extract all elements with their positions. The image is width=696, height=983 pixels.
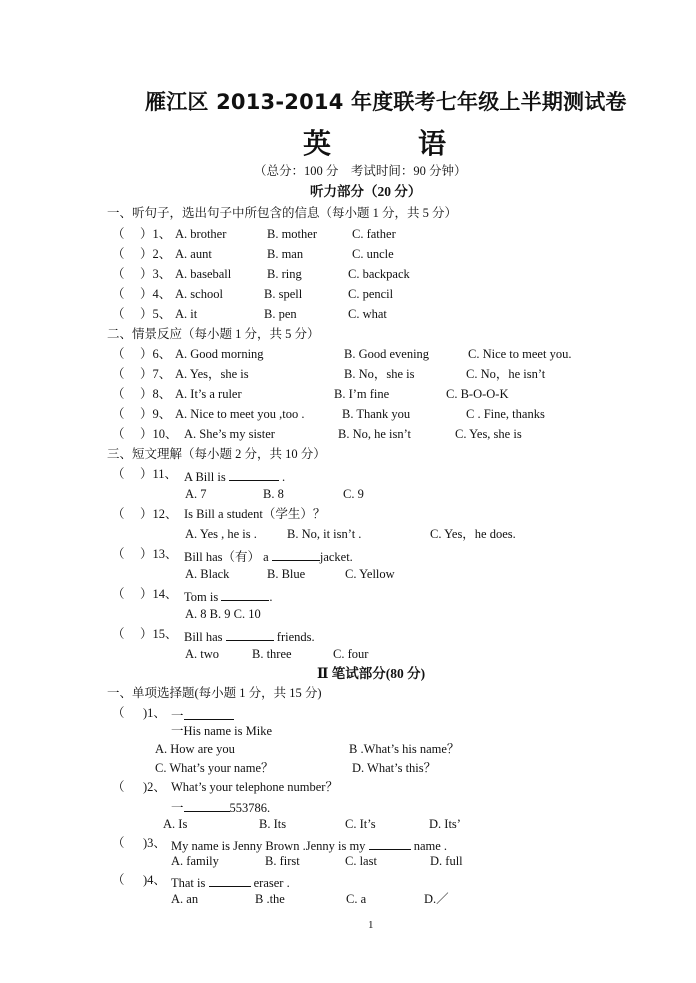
- option-c: C. four: [333, 647, 369, 661]
- writing-heading: Ⅱ 笔试部分(80 分): [317, 666, 426, 681]
- option-a: A. Good morning: [175, 347, 264, 361]
- option-a: A. Nice to meet you ,too .: [175, 407, 305, 421]
- section1-heading: 一、听句子，选出句子中所包含的信息（每小题 1 分，共 5 分）: [107, 206, 458, 220]
- exam-meta: （总分：100 分 考试时间：90 分钟）: [254, 164, 467, 178]
- option-c: C. last: [345, 854, 377, 868]
- answer-blank[interactable]: [272, 548, 320, 561]
- option-b: B. spell: [264, 287, 303, 301]
- answer-blank[interactable]: [221, 588, 269, 601]
- question-number: ）2、: [140, 247, 172, 261]
- option-b: B .the: [255, 892, 285, 906]
- section3-heading: 三、短文理解（每小题 2 分，共 10 分）: [107, 447, 326, 461]
- question-number: ）12、: [140, 507, 178, 521]
- answer-paren[interactable]: （: [112, 467, 125, 481]
- option-d: D. full: [430, 854, 463, 868]
- question-line2: 一 553786.: [171, 801, 271, 815]
- question-number: )4、: [143, 873, 166, 887]
- option-a: A. She’s my sister: [184, 427, 275, 441]
- option-b: B. Thank you: [342, 407, 411, 421]
- option-b: B. No, it isn’t .: [287, 527, 362, 541]
- answer-paren[interactable]: （: [112, 287, 125, 301]
- question-number: ）6、: [140, 347, 172, 361]
- option-a: A. Yes , he is .: [185, 527, 257, 541]
- question-number: ）14、: [140, 587, 178, 601]
- option-b: B .What’s his name？: [349, 742, 460, 756]
- option-b: B. mother: [267, 227, 317, 241]
- answer-paren[interactable]: （: [112, 507, 125, 521]
- answer-paren[interactable]: （: [112, 367, 125, 381]
- answer-paren[interactable]: （: [112, 627, 125, 641]
- question-stem: Bill has（有） a jacket.: [184, 550, 353, 564]
- option-a: A. aunt: [175, 247, 212, 261]
- answer-paren[interactable]: （: [112, 547, 125, 561]
- question-number: ）8、: [140, 387, 172, 401]
- answer-paren[interactable]: （: [112, 873, 125, 887]
- question-line2: 一His name is Mike: [171, 724, 273, 738]
- page-number: 1: [368, 919, 374, 931]
- question-number: ）13、: [140, 547, 178, 561]
- answer-paren[interactable]: （: [112, 427, 125, 441]
- answer-blank[interactable]: [226, 628, 274, 641]
- option-c: C. Yes，he does.: [430, 527, 516, 541]
- question-stem: 一: [171, 707, 234, 723]
- answer-paren[interactable]: （: [112, 267, 125, 281]
- option-a: A. It’s a ruler: [175, 387, 242, 401]
- option-b: B. Its: [259, 817, 287, 831]
- answer-blank[interactable]: [184, 707, 234, 720]
- answer-blank[interactable]: [369, 837, 411, 850]
- option-c: C . Fine, thanks: [466, 407, 545, 421]
- answer-paren[interactable]: （: [112, 247, 125, 261]
- option-a: A. baseball: [175, 267, 232, 281]
- option-a: A. an: [171, 892, 199, 906]
- question-number: )2、: [143, 780, 166, 794]
- option-b: B. Good evening: [344, 347, 430, 361]
- option-a: A. brother: [175, 227, 227, 241]
- option-c: C. It’s: [345, 817, 376, 831]
- question-stem: What’s your telephone number？: [171, 780, 338, 794]
- option-c: C. 9: [343, 487, 364, 501]
- option-a: A. Black: [185, 567, 230, 581]
- option-c: C. No，he isn’t: [466, 367, 546, 381]
- option-c: C. a: [346, 892, 367, 906]
- answer-paren[interactable]: （: [112, 227, 125, 241]
- option-a: A. it: [175, 307, 198, 321]
- option-b: B. first: [265, 854, 300, 868]
- option-b: B. No，she is: [344, 367, 415, 381]
- option-d: D.／: [424, 892, 449, 906]
- answer-paren[interactable]: （: [112, 706, 125, 720]
- subject-char-left: 英: [303, 127, 332, 160]
- option-c: C. father: [352, 227, 396, 241]
- option-a: A. How are you: [155, 742, 235, 756]
- option-a: A. Is: [163, 817, 188, 831]
- question-stem: My name is Jenny Brown .Jenny is my name .: [171, 839, 448, 853]
- question-number: )1、: [143, 706, 166, 720]
- question-number: ）10、: [140, 427, 178, 441]
- answer-blank[interactable]: [184, 799, 230, 812]
- answer-paren[interactable]: （: [112, 836, 125, 850]
- question-number: ）11、: [140, 467, 178, 481]
- option-c: C. What’s your name？: [155, 761, 274, 775]
- option-b: B. man: [267, 247, 304, 261]
- question-number: )3、: [143, 836, 166, 850]
- question-stem: That is eraser .: [171, 876, 290, 890]
- option-c: C. Yes, she is: [455, 427, 522, 441]
- option-c: C. B-O-O-K: [446, 387, 509, 401]
- question-number: ）9、: [140, 407, 172, 421]
- section2-heading: 二、情景反应（每小题 1 分，共 5 分）: [107, 327, 320, 341]
- option-c: C. backpack: [348, 267, 410, 281]
- option-b: B. three: [252, 647, 292, 661]
- option-a: A. two: [185, 647, 220, 661]
- option-a: A. family: [171, 854, 219, 868]
- option-a: A. 7: [185, 487, 207, 501]
- answer-paren[interactable]: （: [112, 780, 125, 794]
- question-number: ）1、: [140, 227, 172, 241]
- question-stem: Is Bill a student（学生）？: [184, 507, 326, 521]
- option-c: C. Nice to meet you.: [468, 347, 572, 361]
- option-c: C. pencil: [348, 287, 394, 301]
- answer-paren[interactable]: （: [112, 407, 125, 421]
- question-number: ）15、: [140, 627, 178, 641]
- question-number: ）5、: [140, 307, 172, 321]
- option-a: A. Yes，she is: [175, 367, 249, 381]
- question-stem: Bill has friends.: [184, 630, 315, 644]
- question-number: ）4、: [140, 287, 172, 301]
- answer-paren[interactable]: （: [112, 347, 125, 361]
- answer-paren[interactable]: （: [112, 387, 125, 401]
- option-b: B. ring: [267, 267, 302, 281]
- exam-title: 雁江区 2013-2014 年度联考七年级上半期测试卷: [145, 90, 627, 114]
- option-b: B. I’m fine: [334, 387, 390, 401]
- answer-blank[interactable]: [229, 468, 279, 481]
- option-c: C. uncle: [352, 247, 394, 261]
- answer-blank[interactable]: [209, 874, 251, 887]
- subject-char-right: 语: [418, 127, 447, 160]
- option-c: C. Yellow: [345, 567, 395, 581]
- question-number: ）3、: [140, 267, 172, 281]
- option-c: C. what: [348, 307, 387, 321]
- options: A. 8 B. 9 C. 10: [185, 607, 261, 621]
- option-a: A. school: [175, 287, 223, 301]
- option-d: D. Its’: [429, 817, 461, 831]
- answer-paren[interactable]: （: [112, 307, 125, 321]
- option-b: B. No, he isn’t: [338, 427, 412, 441]
- question-stem: Tom is .: [184, 590, 273, 604]
- option-b: B. Blue: [267, 567, 306, 581]
- option-d: D. What’s this？: [352, 761, 437, 775]
- answer-paren[interactable]: （: [112, 587, 125, 601]
- question-stem: A Bill is .: [184, 470, 286, 484]
- listening-heading: 听力部分（20 分）: [310, 184, 422, 199]
- writing-section1-heading: 一、单项选择题(每小题 1 分，共 15 分): [107, 686, 322, 700]
- option-b: B. 8: [263, 487, 284, 501]
- option-b: B. pen: [264, 307, 297, 321]
- question-number: ）7、: [140, 367, 172, 381]
